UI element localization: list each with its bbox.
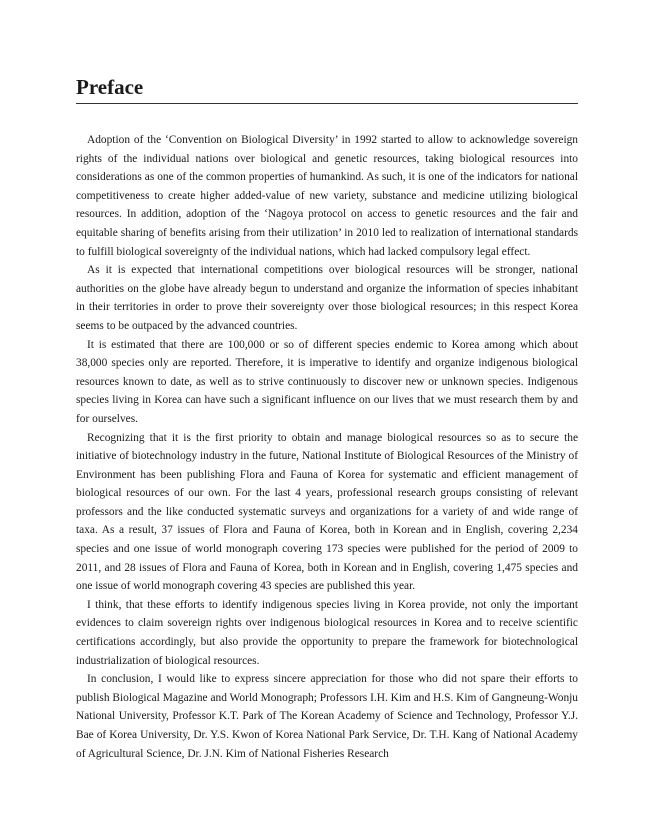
title-underline — [76, 103, 578, 104]
paragraph-4: Recognizing that it is the first priority to obtain and manage biological resources so as to secure the initiative of biotechnology industry in the future, National Institute of Biological Resources of the Ministry of Environment has been publishing Flora and Fauna of Korea for systematic and efficient management of biological resources of our own. For the last 4 years, professional research groups consisting of relevant professors and the like conducted systematic surveys and organizations for a variety of and wide range of taxa. As a result, 37 issues of Flora and Fauna of Korea, both in Korean and in English, covering 2,234 species and one issue of world monograph covering 173 species were published for the period of 2009 to 2011, and 28 issues of Flora and Fauna of Korea, both in Korean and in English, covering 1,475 species and one issue of world monograph covering 43 species are published this year. — [76, 431, 578, 593]
preface-body — [76, 131, 578, 763]
paragraph-1: Adoption of the ‘Convention on Biological Diversity’ in 1992 started to allow to acknowledge sovereign rights of the individual nations over biological and genetic resources, taking biological resources into considerations as one of the common properties of humankind. As such, it is one of the indicators for national competitiveness to create higher added-value of new variety, substance and medicine utilizing biological resources. In addition, adoption of the ‘Nagoya protocol on access to genetic resources and the fair and equitable sharing of benefits arising from their utilization’ in 2010 led to realization of international standards to fulfill biological sovereignty of the individual nations, which had lacked compulsory legal effect. — [76, 134, 578, 258]
document-page — [76, 74, 578, 763]
page-title: Preface — [76, 75, 144, 99]
paragraph-3: It is estimated that there are 100,000 or so of different species endemic to Korea among which about 38,000 species only are reported. Therefore, it is imperative to identify and organize indigenous biological resources known to date, as well as to strive continuously to discover new or unknown species. Indigenous species living in Korea can have such a significant influence on our lives that we must research them by and for ourselves. — [76, 338, 578, 425]
paragraph-6: In conclusion, I would like to express sincere appreciation for those who did not spare their efforts to publish Biological Magazine and World Monograph; Professors I.H. Kim and H.S. Kim of Gangneung-Wonju National University, Professor K.T. Park of The Korean Academy of Science and Technology, Professor Y.J. Bae of Korea University, Dr. Y.S. Kwon of Korea National Park Service, Dr. T.H. Kang of National Academy of Agricultural Science, Dr. J.N. Kim of National Fisheries Research — [76, 673, 578, 760]
paragraph-5: I think, that these efforts to identify indigenous species living in Korea provide, not only the important evidences to claim sovereign rights over indigenous biological resources in Korea and to receive scientific certifications accordingly, but also provide the opportunity to prepare the framework for biotechnological industrialization of biological resources. — [76, 598, 578, 667]
paragraph-2: As it is expected that international competitions over biological resources will be stronger, national authorities on the globe have already begun to understand and organize the information of species inhabitant in their territories in order to prove their sovereignty over those biological resources; in this respect Korea seems to be outpaced by the advanced countries. — [76, 264, 578, 332]
